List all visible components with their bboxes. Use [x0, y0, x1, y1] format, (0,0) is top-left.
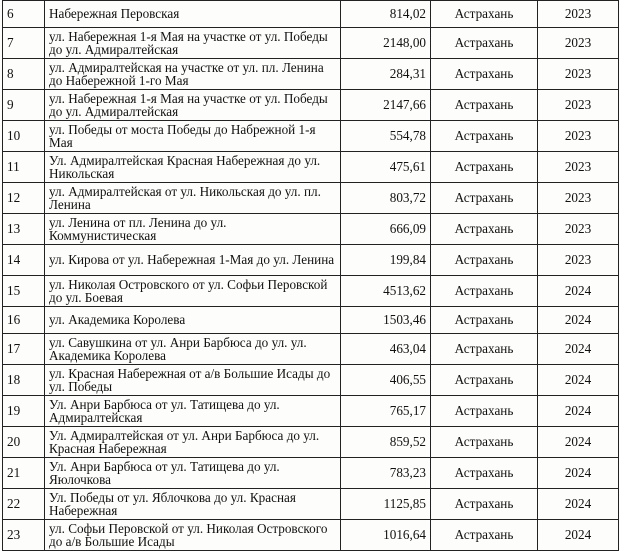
road-name: Ул. Победы от ул. Яблочкова до ул. Красная Набережная — [45, 489, 341, 520]
city-name: Астрахань — [431, 121, 538, 152]
row-number: 12 — [3, 183, 45, 214]
table-row — [3, 489, 619, 520]
row-number: 17 — [3, 334, 45, 365]
row-number: 18 — [3, 365, 45, 396]
road-length: 1503,46 — [341, 307, 431, 334]
road-name: ул. Адмиралтейская на участке от ул. пл. Ленина до Набережной 1-го Мая — [45, 59, 341, 90]
road-name: Ул. Анри Барбюса от ул. Татищева до ул. Адмиралтейская — [45, 396, 341, 427]
city-name: Астрахань — [431, 152, 538, 183]
city-name: Астрахань — [431, 245, 538, 276]
road-name: ул. Академика Королева — [45, 307, 341, 334]
roads-table-body — [3, 1, 619, 551]
road-name: ул. Ленина от пл. Ленина до ул. Коммунистическая — [45, 214, 341, 245]
table-row — [3, 427, 619, 458]
table-row — [3, 396, 619, 427]
year: 2024 — [538, 276, 619, 307]
road-length: 803,72 — [341, 183, 431, 214]
year: 2023 — [538, 90, 619, 121]
road-length: 666,09 — [341, 214, 431, 245]
road-length: 814,02 — [341, 1, 431, 28]
road-length: 765,17 — [341, 396, 431, 427]
year: 2023 — [538, 1, 619, 28]
row-number: 23 — [3, 520, 45, 551]
road-length: 199,84 — [341, 245, 431, 276]
table-row — [3, 365, 619, 396]
road-name: ул. Кирова от ул. Набережная 1-Мая до ул. Ленина — [45, 245, 341, 276]
road-name: ул. Набережная 1-я Мая на участке от ул. Победы до ул. Адмиралтейская — [45, 90, 341, 121]
table-row — [3, 334, 619, 365]
city-name: Астрахань — [431, 214, 538, 245]
row-number: 8 — [3, 59, 45, 90]
road-length: 1016,64 — [341, 520, 431, 551]
table-row — [3, 276, 619, 307]
year: 2024 — [538, 307, 619, 334]
roads-table — [2, 0, 619, 551]
road-name: ул. Победы от моста Победы до Набрежной 1-я Мая — [45, 121, 341, 152]
road-length: 2148,00 — [341, 28, 431, 59]
year: 2024 — [538, 334, 619, 365]
year: 2023 — [538, 59, 619, 90]
row-number: 6 — [3, 1, 45, 28]
year: 2023 — [538, 214, 619, 245]
row-number: 19 — [3, 396, 45, 427]
road-length: 554,78 — [341, 121, 431, 152]
road-length: 2147,66 — [341, 90, 431, 121]
road-name: Ул. Адмиралтейская Красная Набережная до ул. Никольская — [45, 152, 341, 183]
city-name: Астрахань — [431, 520, 538, 551]
city-name: Астрахань — [431, 427, 538, 458]
city-name: Астрахань — [431, 276, 538, 307]
year: 2024 — [538, 520, 619, 551]
road-length: 463,04 — [341, 334, 431, 365]
city-name: Астрахань — [431, 396, 538, 427]
city-name: Астрахань — [431, 183, 538, 214]
table-row — [3, 183, 619, 214]
city-name: Астрахань — [431, 458, 538, 489]
table-row — [3, 90, 619, 121]
city-name: Астрахань — [431, 489, 538, 520]
road-name: Набережная Перовская — [45, 1, 341, 28]
road-name: ул. Николая Островского от ул. Софьи Перовской до ул. Боевая — [45, 276, 341, 307]
city-name: Астрахань — [431, 90, 538, 121]
table-row — [3, 28, 619, 59]
year: 2024 — [538, 365, 619, 396]
road-name: ул. Адмиралтейская от ул. Никольская до ул. пл. Ленина — [45, 183, 341, 214]
road-length: 859,52 — [341, 427, 431, 458]
road-length: 475,61 — [341, 152, 431, 183]
table-row — [3, 520, 619, 551]
road-name: Ул. Адмиралтейская от ул. Анри Барбюса до ул. Красная Набережная — [45, 427, 341, 458]
row-number: 21 — [3, 458, 45, 489]
row-number: 15 — [3, 276, 45, 307]
row-number: 9 — [3, 90, 45, 121]
row-number: 7 — [3, 28, 45, 59]
city-name: Астрахань — [431, 28, 538, 59]
table-row — [3, 245, 619, 276]
road-name: Ул. Анри Барбюса от ул. Татищева до ул. Яюлочкова — [45, 458, 341, 489]
table-row — [3, 458, 619, 489]
road-length: 783,23 — [341, 458, 431, 489]
table-row — [3, 152, 619, 183]
year: 2024 — [538, 427, 619, 458]
city-name: Астрахань — [431, 1, 538, 28]
city-name: Астрахань — [431, 307, 538, 334]
road-name: ул. Софьи Перовской от ул. Николая Островского до а/в Большие Исады — [45, 520, 341, 551]
row-number: 10 — [3, 121, 45, 152]
year: 2024 — [538, 489, 619, 520]
table-row — [3, 121, 619, 152]
road-length: 284,31 — [341, 59, 431, 90]
city-name: Астрахань — [431, 365, 538, 396]
table-row — [3, 307, 619, 334]
row-number: 20 — [3, 427, 45, 458]
road-name: ул. Красная Набережная от а/в Большие Исады до ул. Победы — [45, 365, 341, 396]
table-row — [3, 214, 619, 245]
road-length: 4513,62 — [341, 276, 431, 307]
year: 2023 — [538, 28, 619, 59]
city-name: Астрахань — [431, 334, 538, 365]
table-row — [3, 59, 619, 90]
year: 2023 — [538, 121, 619, 152]
row-number: 14 — [3, 245, 45, 276]
year: 2024 — [538, 458, 619, 489]
road-length: 1125,85 — [341, 489, 431, 520]
road-name: ул. Набережная 1-я Мая на участке от ул. Победы до ул. Адмиралтейская — [45, 28, 341, 59]
row-number: 11 — [3, 152, 45, 183]
table-row — [3, 1, 619, 28]
row-number: 22 — [3, 489, 45, 520]
city-name: Астрахань — [431, 59, 538, 90]
road-name: ул. Савушкина от ул. Анри Барбюса до ул. ул. Академика Королева — [45, 334, 341, 365]
row-number: 16 — [3, 307, 45, 334]
year: 2023 — [538, 152, 619, 183]
year: 2024 — [538, 396, 619, 427]
year: 2023 — [538, 183, 619, 214]
year: 2023 — [538, 245, 619, 276]
road-length: 406,55 — [341, 365, 431, 396]
row-number: 13 — [3, 214, 45, 245]
